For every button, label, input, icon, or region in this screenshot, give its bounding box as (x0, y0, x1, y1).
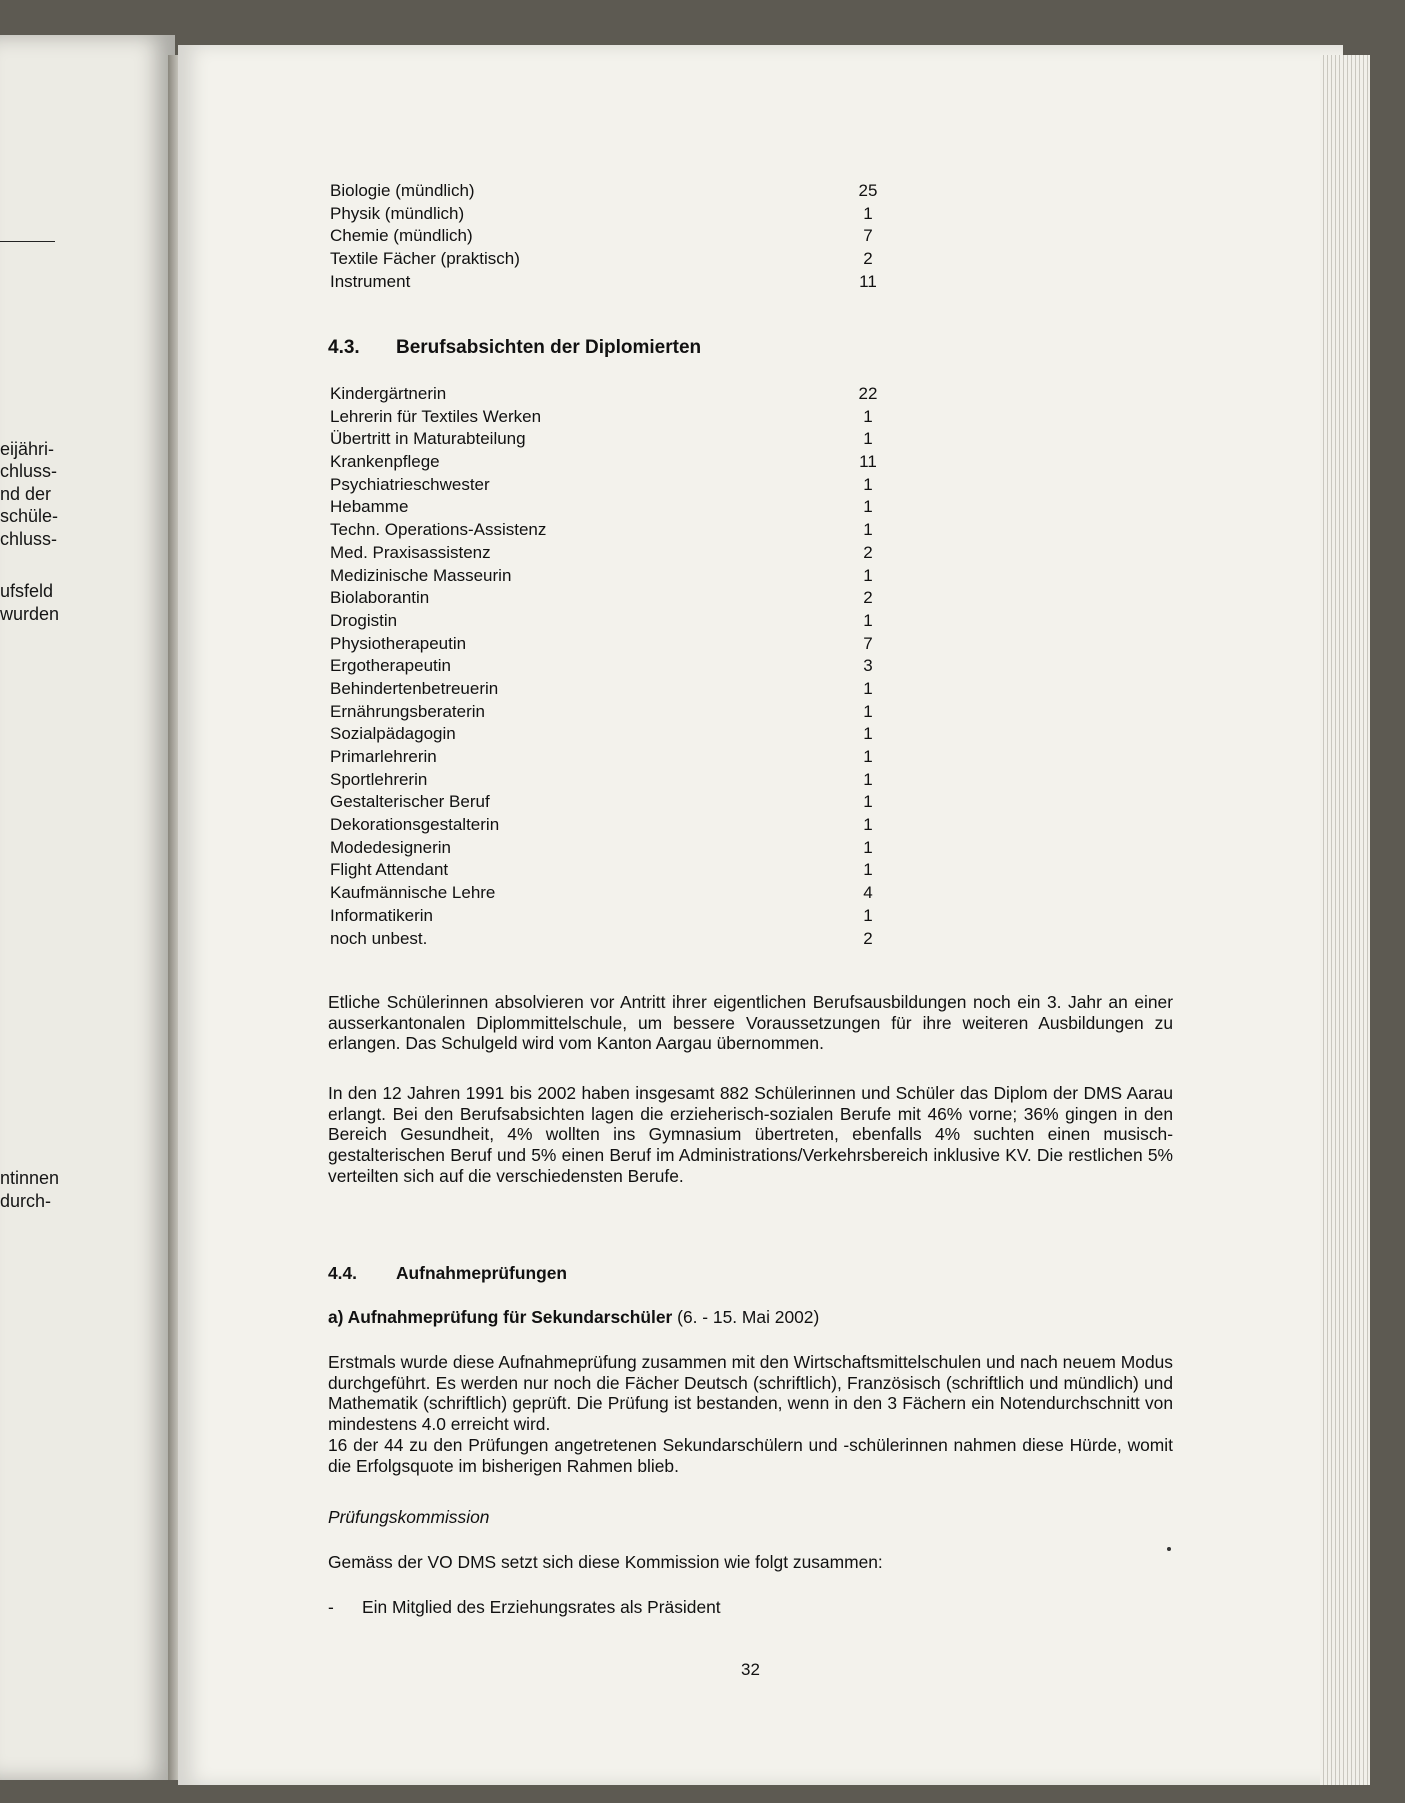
item-value: 2 (863, 588, 873, 608)
item-value: 1 (863, 203, 873, 223)
item-label: Kindergärtnerin (330, 384, 447, 403)
list-item (328, 769, 1173, 792)
list-item (328, 428, 1173, 451)
left-fragment: nd der (0, 484, 52, 504)
list-item (328, 203, 1173, 226)
item-label: Behindertenbetreuerin (330, 678, 499, 698)
item-label: Kaufmännische Lehre (330, 883, 496, 903)
speck (1167, 1547, 1171, 1551)
item-value: 2 (863, 249, 873, 269)
item-label: Biologie (mündlich) (330, 181, 475, 200)
item-value: 1 (863, 747, 873, 766)
left-fragment: ntinnen (0, 1168, 60, 1188)
list-item (328, 678, 1173, 701)
list-item (328, 383, 1173, 406)
item-value: 4 (863, 883, 873, 903)
list-item (328, 406, 1173, 429)
item-value: 22 (858, 384, 878, 403)
item-label: Dekorationsgestalterin (330, 815, 500, 835)
item-value: 7 (863, 226, 873, 246)
item-label: Übertritt in Maturabteilung (330, 429, 526, 449)
left-fragment: chluss- (0, 461, 58, 481)
item-value: 1 (863, 565, 873, 585)
list-item (328, 519, 1173, 542)
list-item (328, 791, 1173, 814)
page-content (328, 180, 1173, 1679)
item-label: Techn. Operations-Assistenz (330, 520, 547, 540)
item-value: 1 (863, 769, 873, 789)
list-item (328, 565, 1173, 588)
item-label: Modedesignerin (330, 837, 451, 857)
list-item (328, 882, 1173, 905)
bullet-text: Ein Mitglied des Erziehungsrates als Präsident (362, 1597, 721, 1617)
left-fragment: chluss- (0, 529, 58, 549)
list-item (328, 451, 1173, 474)
subsection-date: (6. - 15. Mai 2002) (677, 1307, 820, 1327)
item-value: 1 (863, 792, 873, 812)
item-label: Psychiatrieschwester (330, 474, 490, 494)
item-label: Primarlehrerin (330, 747, 437, 766)
item-label: Hebamme (330, 497, 409, 517)
left-fragment: durch- (0, 1191, 52, 1211)
exam-subject-list (328, 180, 1173, 293)
list-item (328, 542, 1173, 565)
item-value: 1 (863, 497, 873, 517)
list-item (328, 837, 1173, 860)
item-label: Sozialpädagogin (330, 724, 456, 744)
item-value: 2 (863, 928, 873, 948)
list-item (328, 746, 1173, 769)
item-label: Ergotherapeutin (330, 656, 451, 676)
item-value: 25 (858, 181, 878, 200)
paragraph-statistics: In den 12 Jahren 1991 bis 2002 haben insgesamt 882 Schülerinnen und Schüler das Diplom der DMS Aarau erlangt. Bei den Berufsabsichten lagen die erzieherisch-sozialen Berufe mit 46% vorne; 36% gingen in den Bereich Gesundheit, 4% wollten ins Gymnasium übertreten, ebenfalls 4% suchten einen musisch-gestalterischen Beruf und 5% einen Beruf im Administrations/Verkehrsbereich inklusive KV. Die restlichen 5% verteilten sich auf die verschiedensten Berufe. (328, 1083, 1173, 1186)
list-item (328, 928, 1173, 951)
item-value: 11 (859, 452, 877, 472)
subsection-title: a) Aufnahmeprüfung für Sekundarschüler (328, 1307, 673, 1327)
item-value: 1 (863, 837, 873, 857)
item-label: Gestalterischer Beruf (330, 792, 490, 812)
item-label: Sportlehrerin (330, 769, 428, 789)
item-value: 1 (863, 520, 873, 540)
section-title: Aufnahmeprüfungen (396, 1263, 567, 1283)
item-label: noch unbest. (330, 928, 428, 948)
list-item (328, 248, 1173, 271)
item-label: Med. Praxisassistenz (330, 542, 491, 562)
list-item (328, 814, 1173, 837)
item-label: Informatikerin (330, 905, 433, 925)
item-value: 1 (863, 474, 873, 494)
left-fragment: schüle- (0, 506, 59, 526)
item-label: Biolaborantin (330, 588, 430, 608)
item-label: Krankenpflege (330, 452, 440, 472)
item-label: Physiotherapeutin (330, 633, 467, 653)
item-value: 1 (863, 860, 873, 880)
page-edges (1320, 55, 1370, 1785)
list-item (328, 633, 1173, 656)
commission-heading: Prüfungskommission (328, 1507, 490, 1527)
item-label: Flight Attendant (330, 860, 449, 880)
list-item (328, 180, 1173, 203)
left-fragment: eijähri- (0, 439, 55, 459)
section-number: 4.3. (328, 337, 360, 358)
list-item (328, 587, 1173, 610)
item-value: 2 (863, 542, 873, 562)
item-label: Drogistin (330, 610, 398, 630)
left-fragment: wurden (0, 604, 60, 624)
list-item (328, 496, 1173, 519)
list-item (328, 701, 1173, 724)
list-item (328, 859, 1173, 882)
list-item (328, 655, 1173, 678)
item-value: 1 (863, 429, 873, 449)
item-label: Ernährungsberaterin (330, 701, 485, 721)
item-value: 1 (863, 701, 873, 721)
paragraph-exam-mode: Erstmals wurde diese Aufnahmeprüfung zusammen mit den Wirtschaftsmittelschulen und nach neuem Modus durchgeführt. Es werden nur noch die Fächer Deutsch (schriftlich), Französisch (schriftlich und mündlich) und Mathematik (schriftlich) geprüft. Die Prüfung ist bestanden, wenn in den 3 Fächern ein Notendurchschnitt von mindestens 4.0 erreicht wird. (328, 1352, 1173, 1435)
item-label: Chemie (mündlich) (330, 226, 473, 246)
list-item (328, 610, 1173, 633)
list-item (328, 271, 1173, 294)
item-label: Lehrerin für Textiles Werken (330, 406, 542, 426)
item-value: 1 (863, 724, 873, 744)
item-label: Medizinische Masseurin (330, 565, 512, 585)
list-item (328, 905, 1173, 928)
list-item (328, 723, 1173, 746)
career-intentions-list (328, 383, 1173, 950)
item-label: Physik (mündlich) (330, 203, 465, 223)
item-value: 1 (863, 610, 873, 630)
bullet-dash: - (328, 1597, 334, 1617)
item-value: 1 (863, 815, 873, 835)
item-value: 3 (863, 656, 873, 676)
list-item (328, 225, 1173, 248)
item-value: 1 (863, 905, 873, 925)
divider-line (0, 241, 55, 242)
list-item (328, 474, 1173, 497)
item-value: 1 (863, 406, 873, 426)
item-value: 11 (859, 271, 877, 291)
left-fragment: ufsfeld (0, 581, 54, 601)
left-page (0, 35, 175, 1780)
page-number: 32 (741, 1660, 760, 1679)
section-title: Berufsabsichten der Diplomierten (396, 337, 702, 358)
item-value: 1 (863, 678, 873, 698)
paragraph-third-year: Etliche Schülerinnen absolvieren vor Antritt ihrer eigentlichen Berufsausbildungen noch ein 3. Jahr an einer ausserkantonalen Diplommittelschule, um bessere Voraussetzungen für ihre weiteren Ausbildungen zu erlangen. Das Schulgeld wird vom Kanton Aargau übernommen. (328, 992, 1173, 1054)
section-number: 4.4. (328, 1263, 358, 1283)
subsection-heading-a (328, 1307, 819, 1328)
item-value: 7 (863, 633, 873, 653)
paragraph-success-rate: 16 der 44 zu den Prüfungen angetretenen Sekundarschülern und -schülerinnen nahmen diese Hürde, womit die Erfolgsquote im bisherigen Rahmen blieb. (328, 1435, 1173, 1476)
paragraph-commission: Gemäss der VO DMS setzt sich diese Kommission wie folgt zusammen: (328, 1552, 883, 1572)
item-label: Textile Fächer (praktisch) (330, 249, 520, 269)
item-label: Instrument (330, 271, 411, 291)
